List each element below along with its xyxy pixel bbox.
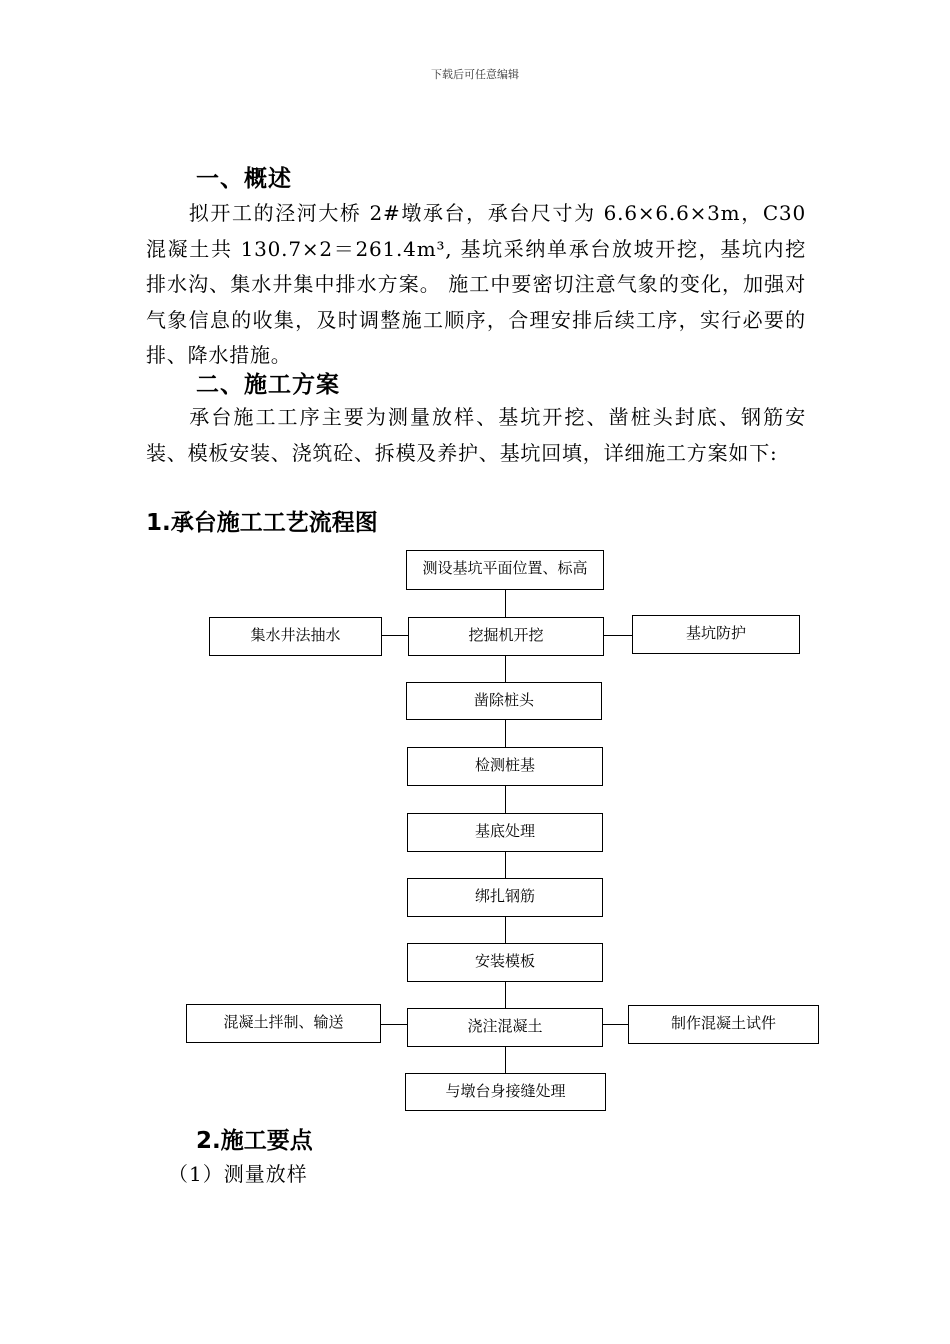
flow-step-base-treatment: 基底处理 xyxy=(407,813,603,852)
flowchart-title: 1.承台施工工艺流程图 xyxy=(146,510,378,536)
connector xyxy=(505,785,506,813)
connector xyxy=(505,916,506,943)
flow-side-concrete-mixing: 混凝土拌制、输送 xyxy=(186,1004,381,1043)
connector xyxy=(604,635,632,636)
connector xyxy=(603,1024,628,1025)
connector xyxy=(505,981,506,1008)
overview-paragraph xyxy=(146,196,806,374)
flow-step-rebar: 绑扎钢筋 xyxy=(407,878,603,917)
subsection-survey: （1）测量放样 xyxy=(168,1162,308,1186)
header-note: 下载后可任意编辑 xyxy=(431,68,519,81)
flow-side-pit-protection: 基坑防护 xyxy=(632,615,800,654)
connector xyxy=(380,1024,408,1025)
plan-text: 承台施工工序主要为测量放样、基坑开挖、凿桩头封底、钢筋安装、模板安装、浇筑砼、拆模及养护、基坑回填，详细施工方案如下: xyxy=(146,405,806,465)
flow-step-test-pile: 检测桩基 xyxy=(407,747,603,786)
connector xyxy=(382,635,408,636)
flow-side-pumping: 集水井法抽水 xyxy=(209,617,382,656)
connector xyxy=(505,655,506,682)
flow-step-excavate: 挖掘机开挖 xyxy=(408,617,604,656)
plan-paragraph xyxy=(146,400,806,471)
section-title-overview: 一、概述 xyxy=(196,166,292,192)
section-title-key-points: 2.施工要点 xyxy=(196,1128,313,1154)
section-title-plan: 二、施工方案 xyxy=(196,372,340,398)
flow-step-joint-treatment: 与墩台身接缝处理 xyxy=(405,1073,606,1111)
connector xyxy=(505,1046,506,1073)
connector xyxy=(505,851,506,878)
overview-text: 拟开工的泾河大桥 2#墩承台，承台尺寸为 6.6×6.6×3m，C30 混凝土共 130.7×2＝261.4m³, 基坑采纳单承台放坡开挖，基坑内挖排水沟、集水井集中排水方案。 施工中要密切注意气象的变化，加强对气象信息的收集，及时调整施工顺序，合理安排后续工序，实行必要的排、降水措施。 xyxy=(146,201,806,367)
flow-side-test-specimen: 制作混凝土试件 xyxy=(628,1005,819,1044)
flow-step-cut-pile-head: 凿除桩头 xyxy=(406,682,602,720)
flow-step-formwork: 安装模板 xyxy=(407,943,603,982)
connector xyxy=(505,589,506,617)
flow-step-survey: 测设基坑平面位置、标高 xyxy=(406,550,604,590)
flow-step-pour-concrete: 浇注混凝土 xyxy=(407,1008,603,1047)
connector xyxy=(505,719,506,747)
